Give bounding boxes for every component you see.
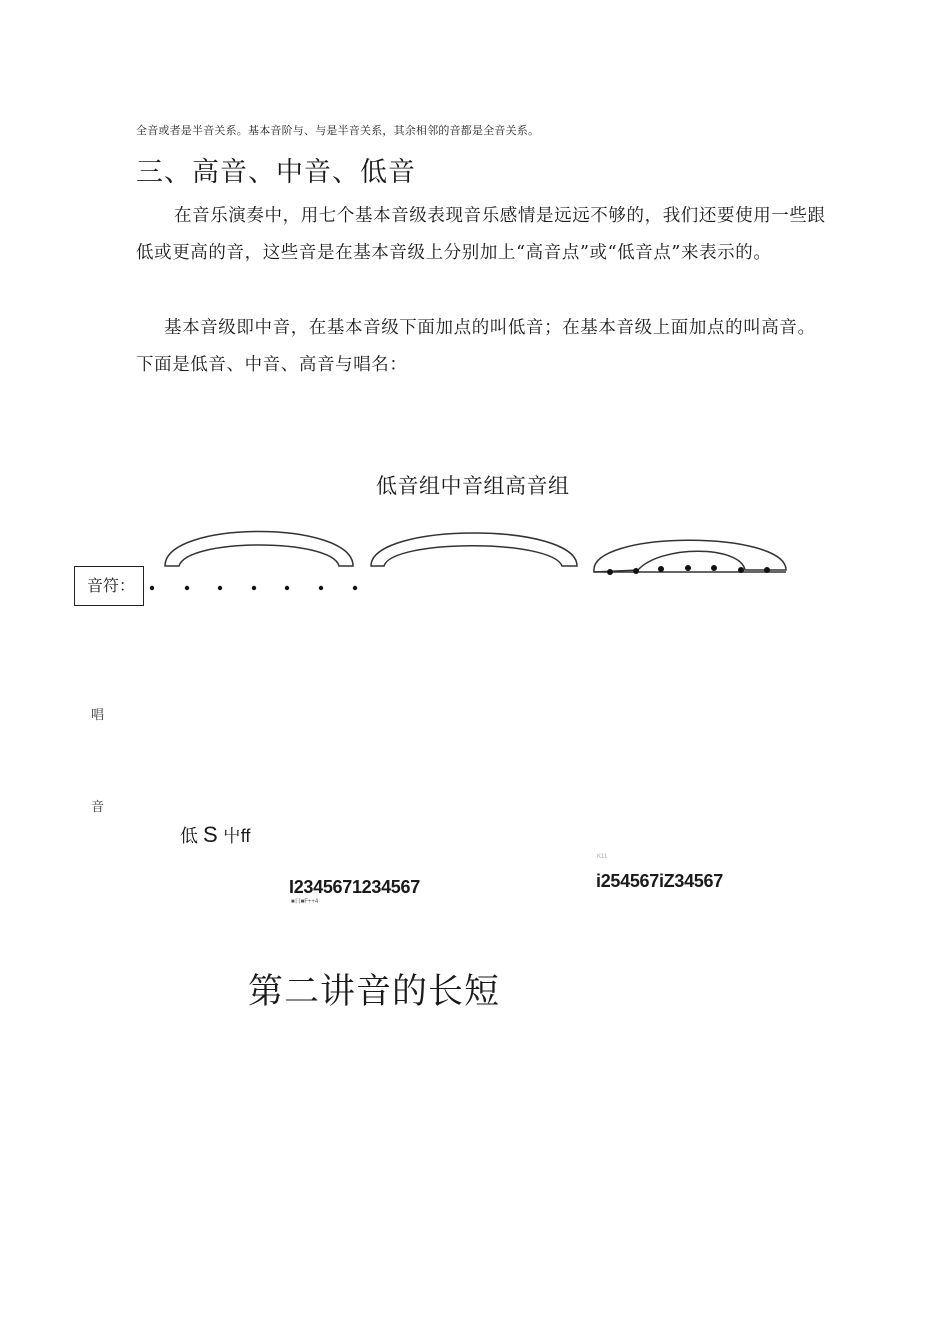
ocr-fragment-s: S — [203, 822, 218, 847]
lecture-title: 第二讲音的长短 — [248, 972, 501, 1012]
high-note-dot — [633, 568, 639, 574]
tiny-text-left: ■日■F++4 — [291, 899, 319, 905]
low-group-arch — [165, 532, 353, 567]
high-note-dot — [658, 566, 664, 572]
side-char-sing: 唱 — [91, 708, 105, 723]
low-note-dot — [353, 586, 357, 590]
paragraph-2: 基本音级即中音，在基本音级下面加点的叫低音；在基本音级上面加点的叫高音。下面是低音、中音、高音与唱名： — [136, 318, 816, 375]
notes-label-box: 音符： — [74, 566, 144, 606]
mid-group-arch — [371, 533, 577, 566]
low-note-dot — [285, 586, 289, 590]
ocr-fragment-rest: 屮ff — [222, 826, 251, 846]
low-note-dot — [319, 586, 323, 590]
ocr-fragment — [180, 822, 250, 848]
digits-left: I2345671234567 — [289, 877, 420, 897]
digits-right: i254567iZ34567 — [596, 871, 723, 891]
high-note-dot — [607, 569, 613, 575]
low-note-dot — [218, 586, 222, 590]
high-note-dot — [764, 567, 770, 573]
section-heading: 三、高音、中音、低音 — [136, 157, 416, 188]
tiny-text-right: K11 — [597, 854, 608, 860]
low-note-dot — [185, 586, 189, 590]
ocr-fragment-low: 低 — [180, 826, 198, 846]
low-note-dot — [150, 586, 154, 590]
top-line-text: 全音或者是半音关系。基本音阶与、与是半音关系，其余相邻的音都是全音关系。 — [136, 124, 540, 137]
high-note-dot — [738, 567, 744, 573]
low-note-dot — [252, 586, 256, 590]
high-note-dot — [685, 565, 691, 571]
side-char-sound: 音 — [91, 800, 105, 815]
high-note-dot — [711, 565, 717, 571]
note-groups-label: 低音组中音组高音组 — [376, 474, 570, 498]
paragraph-1: 在音乐演奏中，用七个基本音级表现音乐感情是远远不够的，我们还要使用一些跟低或更高的音，这些音是在基本音级上分别加上“高音点”或“低音点”来表示的。 — [136, 206, 826, 263]
